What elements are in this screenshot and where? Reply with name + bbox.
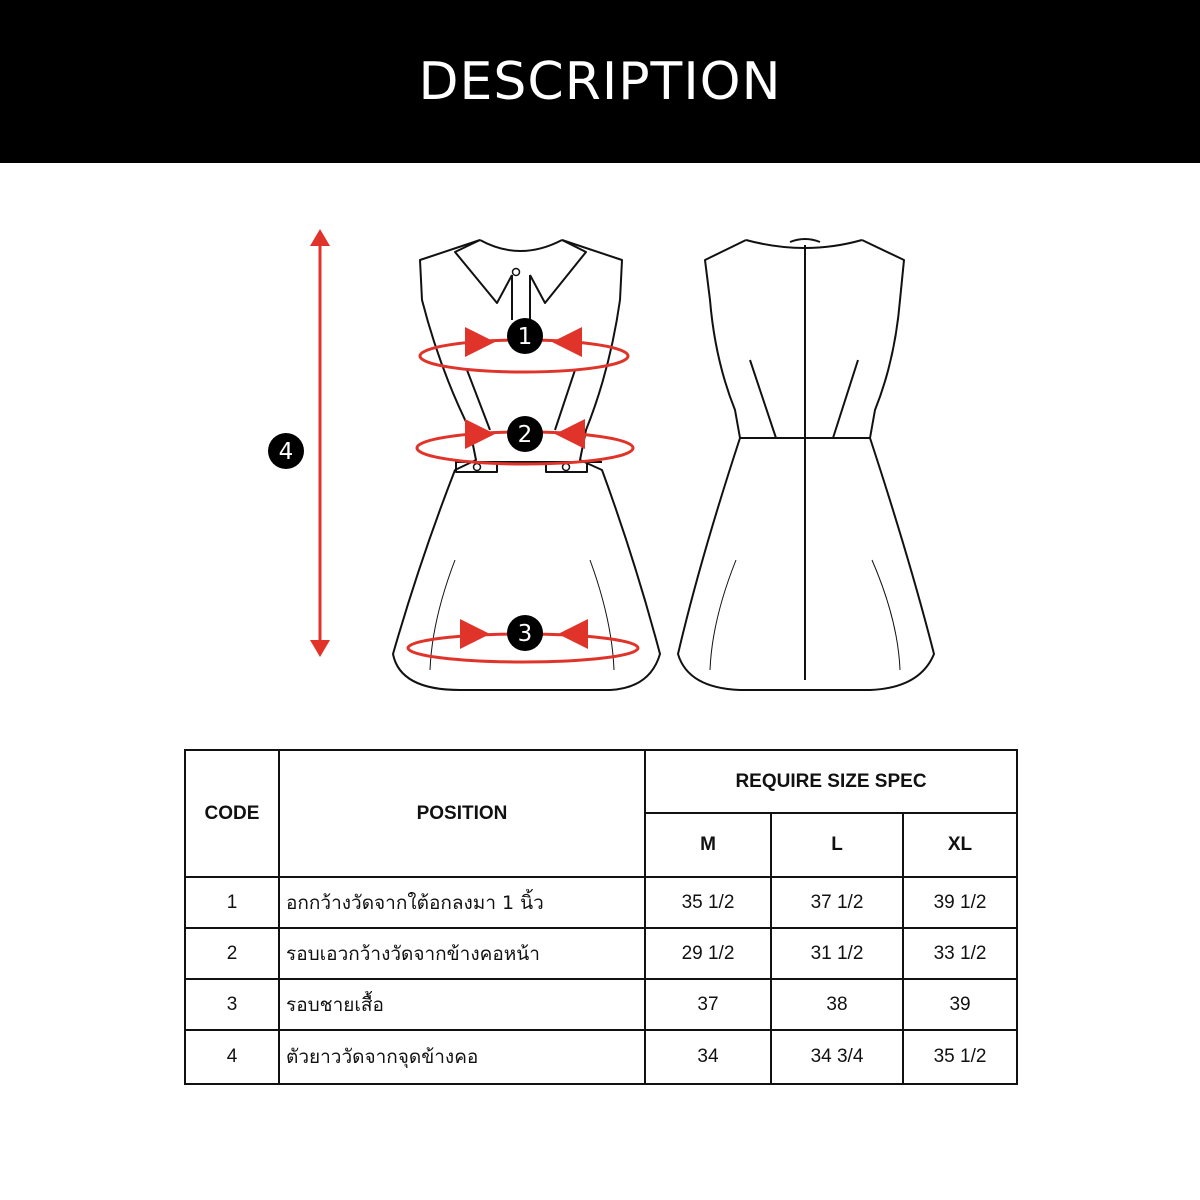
row-value-l: 37 1/2 — [771, 877, 903, 928]
row-code: 2 — [185, 928, 279, 979]
row-code: 4 — [185, 1030, 279, 1084]
header-require-size-spec: REQUIRE SIZE SPEC — [645, 750, 1017, 813]
row-value-m: 34 — [645, 1030, 771, 1084]
svg-text:4: 4 — [278, 439, 294, 465]
svg-text:2: 2 — [517, 422, 533, 448]
row-value-m: 37 — [645, 979, 771, 1030]
table-row — [185, 877, 1017, 928]
dress-back-outline — [678, 239, 934, 690]
row-position: รอบชายเสื้อ — [279, 979, 645, 1030]
row-position: ตัวยาววัดจากจุดข้างคอ — [279, 1030, 645, 1084]
table-row — [185, 928, 1017, 979]
page-title: DESCRIPTION — [418, 51, 782, 112]
row-position: อกกว้างวัดจากใต้อกลงมา 1 นิ้ว — [279, 877, 645, 928]
dress-diagram — [0, 163, 1200, 743]
row-value-xl: 33 1/2 — [903, 928, 1017, 979]
header-bar — [0, 0, 1200, 163]
row-position: รอบเอวกว้างวัดจากข้างคอหน้า — [279, 928, 645, 979]
header-code: CODE — [185, 750, 279, 877]
header-size-l: L — [771, 813, 903, 877]
marker-1 — [507, 318, 543, 354]
row-value-m: 35 1/2 — [645, 877, 771, 928]
row-value-l: 34 3/4 — [771, 1030, 903, 1084]
length-arrow — [310, 229, 330, 657]
size-spec-table — [184, 749, 1018, 1085]
row-value-m: 29 1/2 — [645, 928, 771, 979]
row-value-xl: 39 — [903, 979, 1017, 1030]
marker-3 — [507, 615, 543, 651]
svg-text:3: 3 — [517, 621, 533, 647]
row-value-xl: 35 1/2 — [903, 1030, 1017, 1084]
table-row — [185, 979, 1017, 1030]
marker-4 — [268, 433, 304, 469]
row-value-l: 38 — [771, 979, 903, 1030]
header-size-m: M — [645, 813, 771, 877]
marker-2 — [507, 416, 543, 452]
row-code: 3 — [185, 979, 279, 1030]
row-value-xl: 39 1/2 — [903, 877, 1017, 928]
table-row — [185, 1030, 1017, 1084]
svg-text:1: 1 — [517, 324, 533, 350]
row-value-l: 31 1/2 — [771, 928, 903, 979]
row-code: 1 — [185, 877, 279, 928]
header-position: POSITION — [279, 750, 645, 877]
header-size-xl: XL — [903, 813, 1017, 877]
